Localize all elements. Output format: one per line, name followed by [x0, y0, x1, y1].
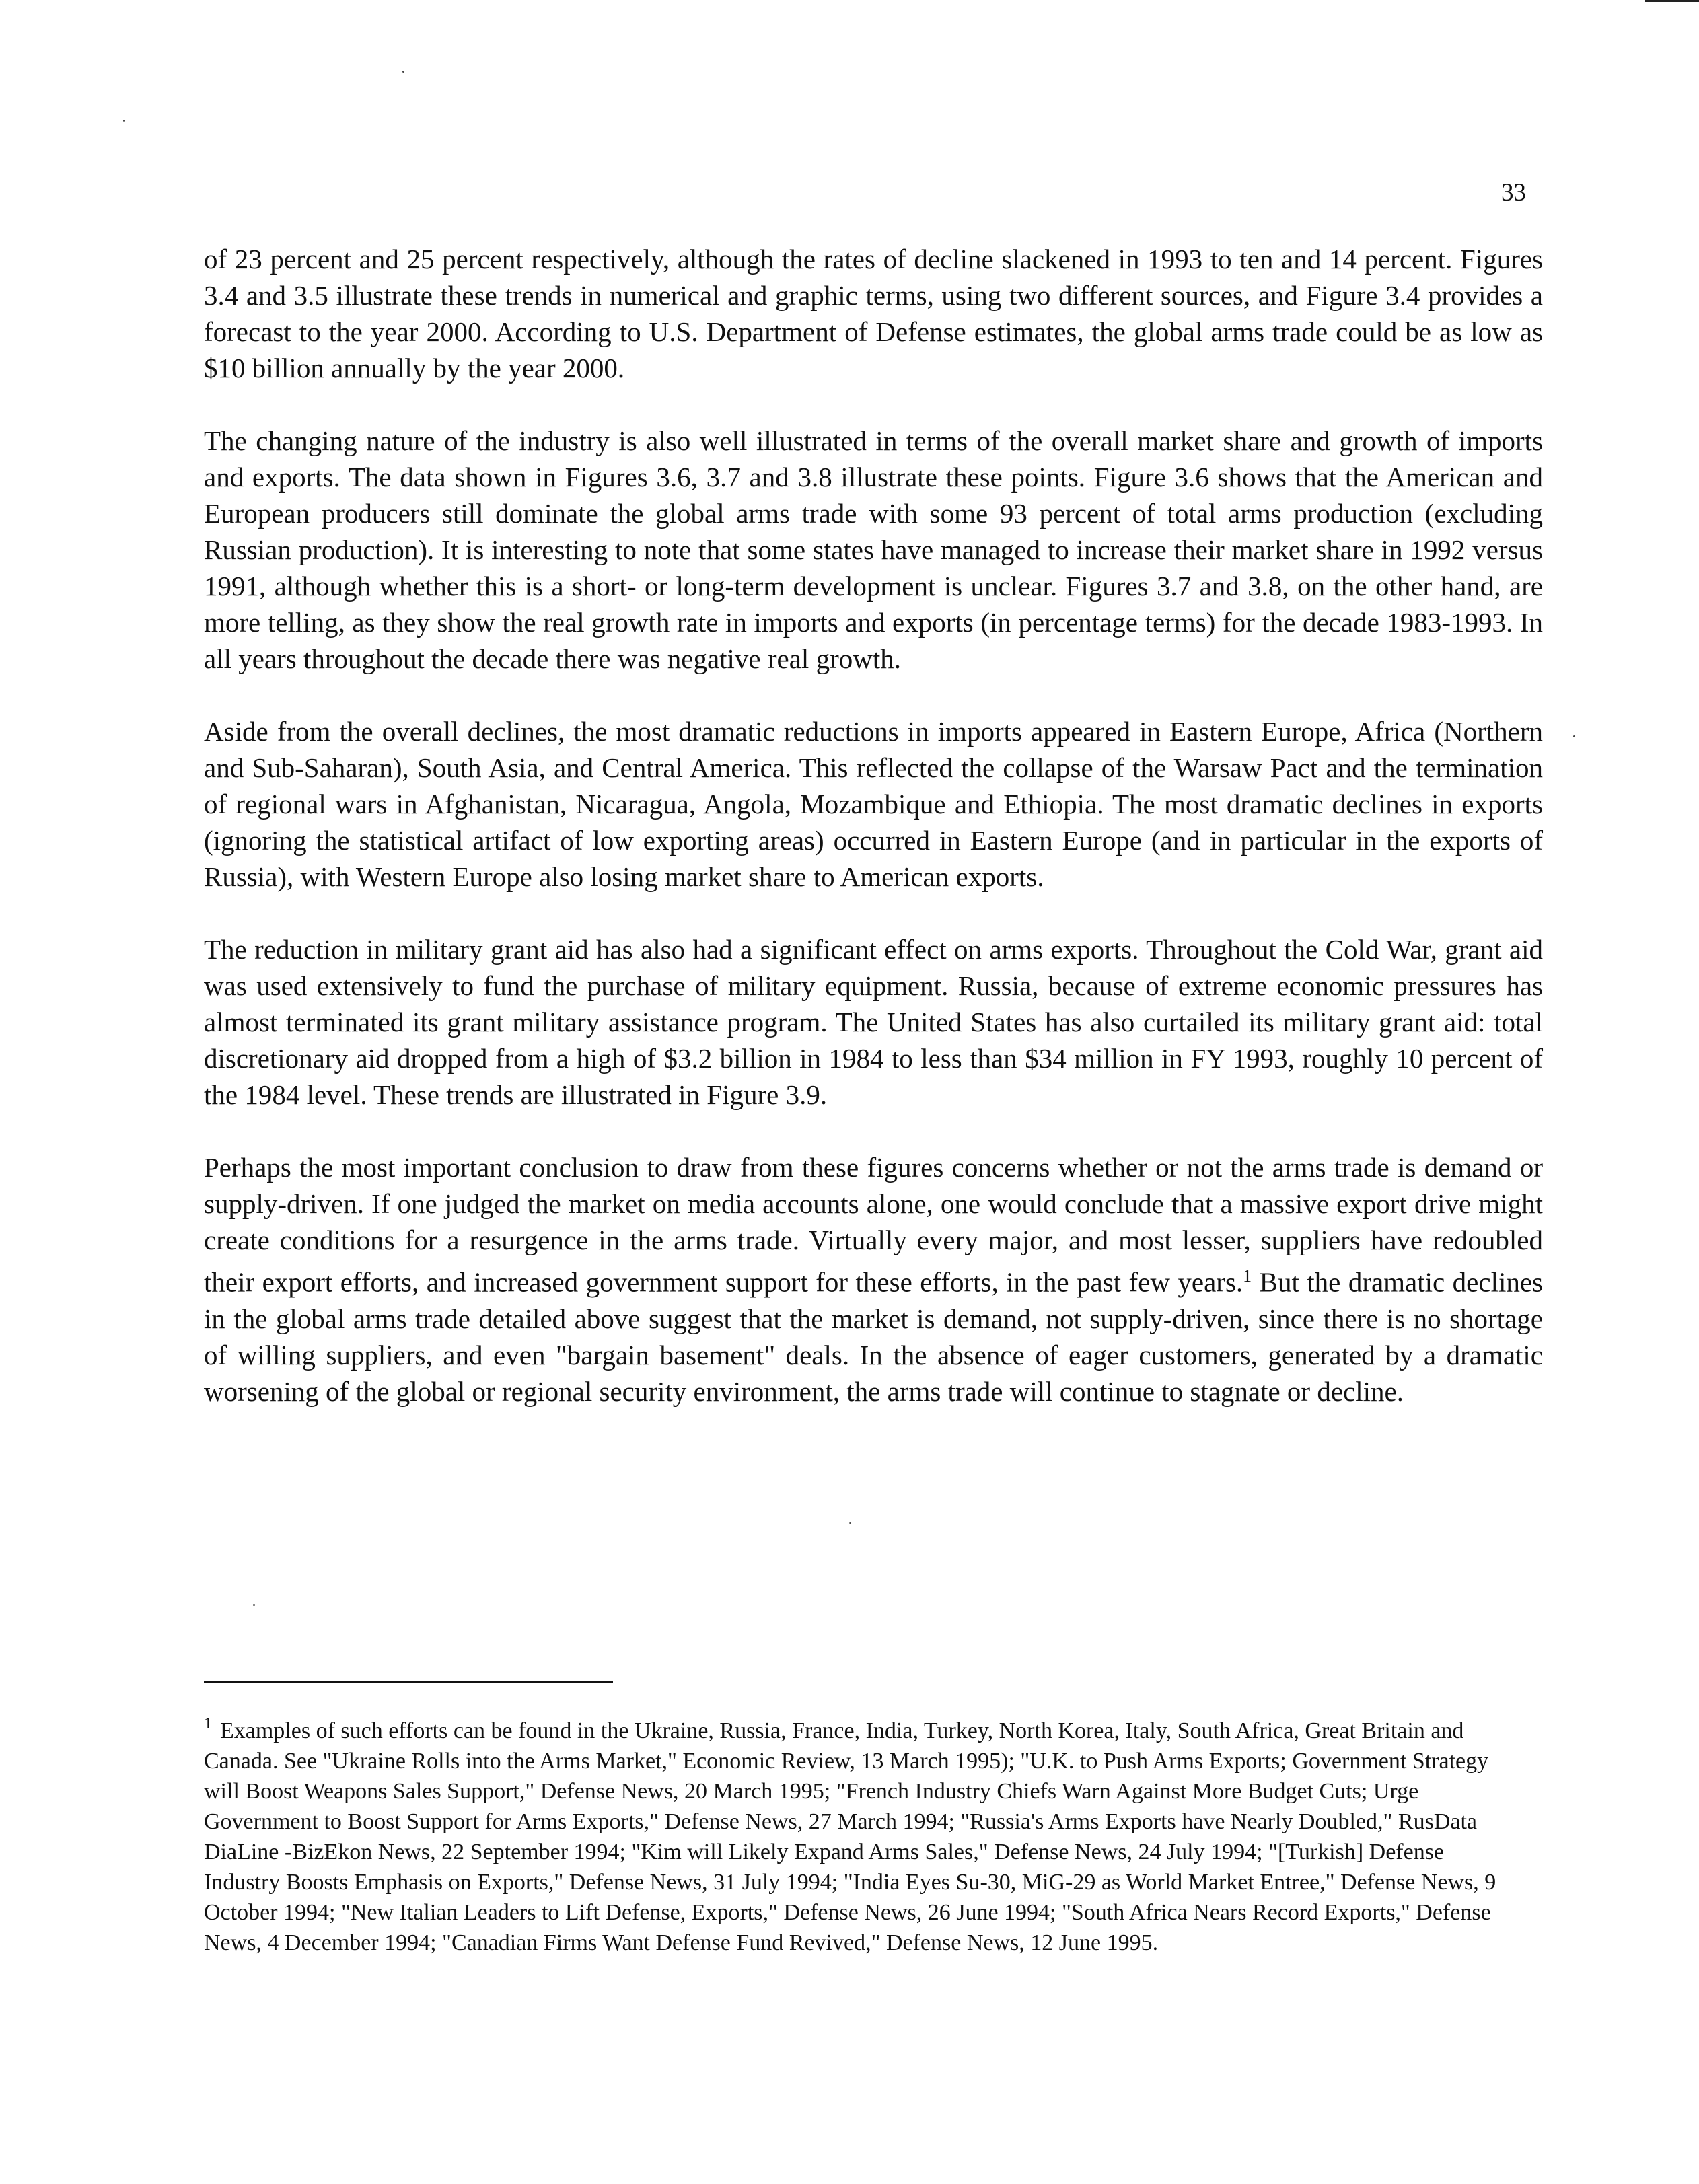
- scan-edge-line: [1645, 0, 1699, 2]
- paragraph-text: Perhaps the most important conclusion to draw from these figures concerns whether or not the arms trade is demand or supply-driven. If one judged the market on media accounts alone, one would conclude that a massive export drive might create conditions for a resurgence in the arms trade. Virtually every major, and most lesser, suppliers have redoubled their export efforts, and increased government support for these efforts, in the past few years.: [204, 1152, 1543, 1298]
- paragraph: of 23 percent and 25 percent respectively, although the rates of decline slackened in 1993 to ten and 14 percent. Figures 3.4 and 3.5 illustrate these trends in numerical and graphic terms, using two different sources, and Figure 3.4 provides a forecast to the year 2000. According to U.S. Department of Defense estimates, the global arms trade could be as low as $10 billion annually by the year 2000.: [204, 244, 1543, 384]
- footnote: [204, 1709, 1499, 1958]
- scan-speck: [849, 1522, 851, 1524]
- paragraph: The reduction in military grant aid has also had a significant effect on arms exports. Throughout the Cold War, grant aid was used extensively to fund the purchase of military equipment. Russia, because of extreme economic pressures has almost terminated its grant military assistance program. The United States has also curtailed its military grant aid: total discretionary aid dropped from a high of $3.2 billion in 1984 to less than $34 million in FY 1993, roughly 10 percent of the 1984 level. These trends are illustrated in Figure 3.9.: [204, 934, 1543, 1110]
- scan-speck: [402, 71, 404, 73]
- scan-speck: [1573, 735, 1575, 737]
- footnote-marker: 1: [204, 1715, 212, 1733]
- scan-speck: [253, 1604, 255, 1606]
- footnote-reference[interactable]: 1: [1243, 1266, 1252, 1286]
- footnote-separator: [204, 1681, 613, 1683]
- paragraph: Aside from the overall declines, the most dramatic reductions in imports appeared in Eastern Europe, Africa (Northern and Sub-Saharan), South Asia, and Central America. This reflected the collapse of the Warsaw Pact and the termination of regional wars in Afghanistan, Nicaragua, Angola, Mozambique and Ethiopia. The most dramatic declines in exports (ignoring the statistical artifact of low exporting areas) occurred in Eastern Europe (and in particular in the exports of Russia), with Western Europe also losing market share to American exports.: [204, 716, 1543, 892]
- paragraph: The changing nature of the industry is also well illustrated in terms of the overall market share and growth of imports and exports. The data shown in Figures 3.6, 3.7 and 3.8 illustrate these points. Figure 3.6 shows that the American and European producers still dominate the global arms trade with some 93 percent of total arms production (excluding Russian production). It is interesting to note that some states have managed to increase their market share in 1992 versus 1991, although whether this is a short- or long-term development is unclear. Figures 3.7 and 3.8, on the other hand, are more telling, as they show the real growth rate in imports and exports (in percentage terms) for the decade 1983-1993. In all years throughout the decade there was negative real growth.: [204, 425, 1543, 674]
- body-text: [204, 241, 1543, 1446]
- page-number: 33: [1501, 179, 1526, 207]
- footnote-text: Examples of such efforts can be found in the Ukraine, Russia, France, India, Turkey, North Korea, Italy, South Africa, Great Britain and Canada. See "Ukraine Rolls into the Arms Market," Economic Review, 13 March 1995); "U.K. to Push Arms Exports; Government Strategy will Boost Weapons Sales Support," Defense News, 20 March 1995; "French Industry Chiefs Warn Against More Budget Cuts; Urge Government to Boost Support for Arms Exports," Defense News, 27 March 1994; "Russia's Arms Exports have Nearly Doubled," RusData DiaLine -BizEkon News, 22 September 1994; "Kim will Likely Expand Arms Sales," Defense News, 24 July 1994; "[Turkish] Defense Industry Boosts Emphasis on Exports," Defense News, 31 July 1994; "India Eyes Su-30, MiG-29 as World Market Entree," Defense News, 9 October 1994; "New Italian Leaders to Lift Defense, Exports," Defense News, 26 June 1994; "South Africa Nears Record Exports," Defense News, 4 December 1994; "Canadian Firms Want Defense Fund Revived," Defense News, 12 June 1995.: [204, 1718, 1496, 1955]
- scan-speck: [123, 120, 125, 122]
- paragraph-text: But the dramatic declines in the global arms trade detailed above suggest that the market is demand, not supply-driven, since there is no shortage of willing suppliers, and even "bargain basement" deals. In the absence of eager customers, generated by a dramatic worsening of the global or regional security environment, the arms trade will continue to stagnate or decline.: [204, 1266, 1544, 1407]
- paragraph-conclusion: [204, 1149, 1543, 1410]
